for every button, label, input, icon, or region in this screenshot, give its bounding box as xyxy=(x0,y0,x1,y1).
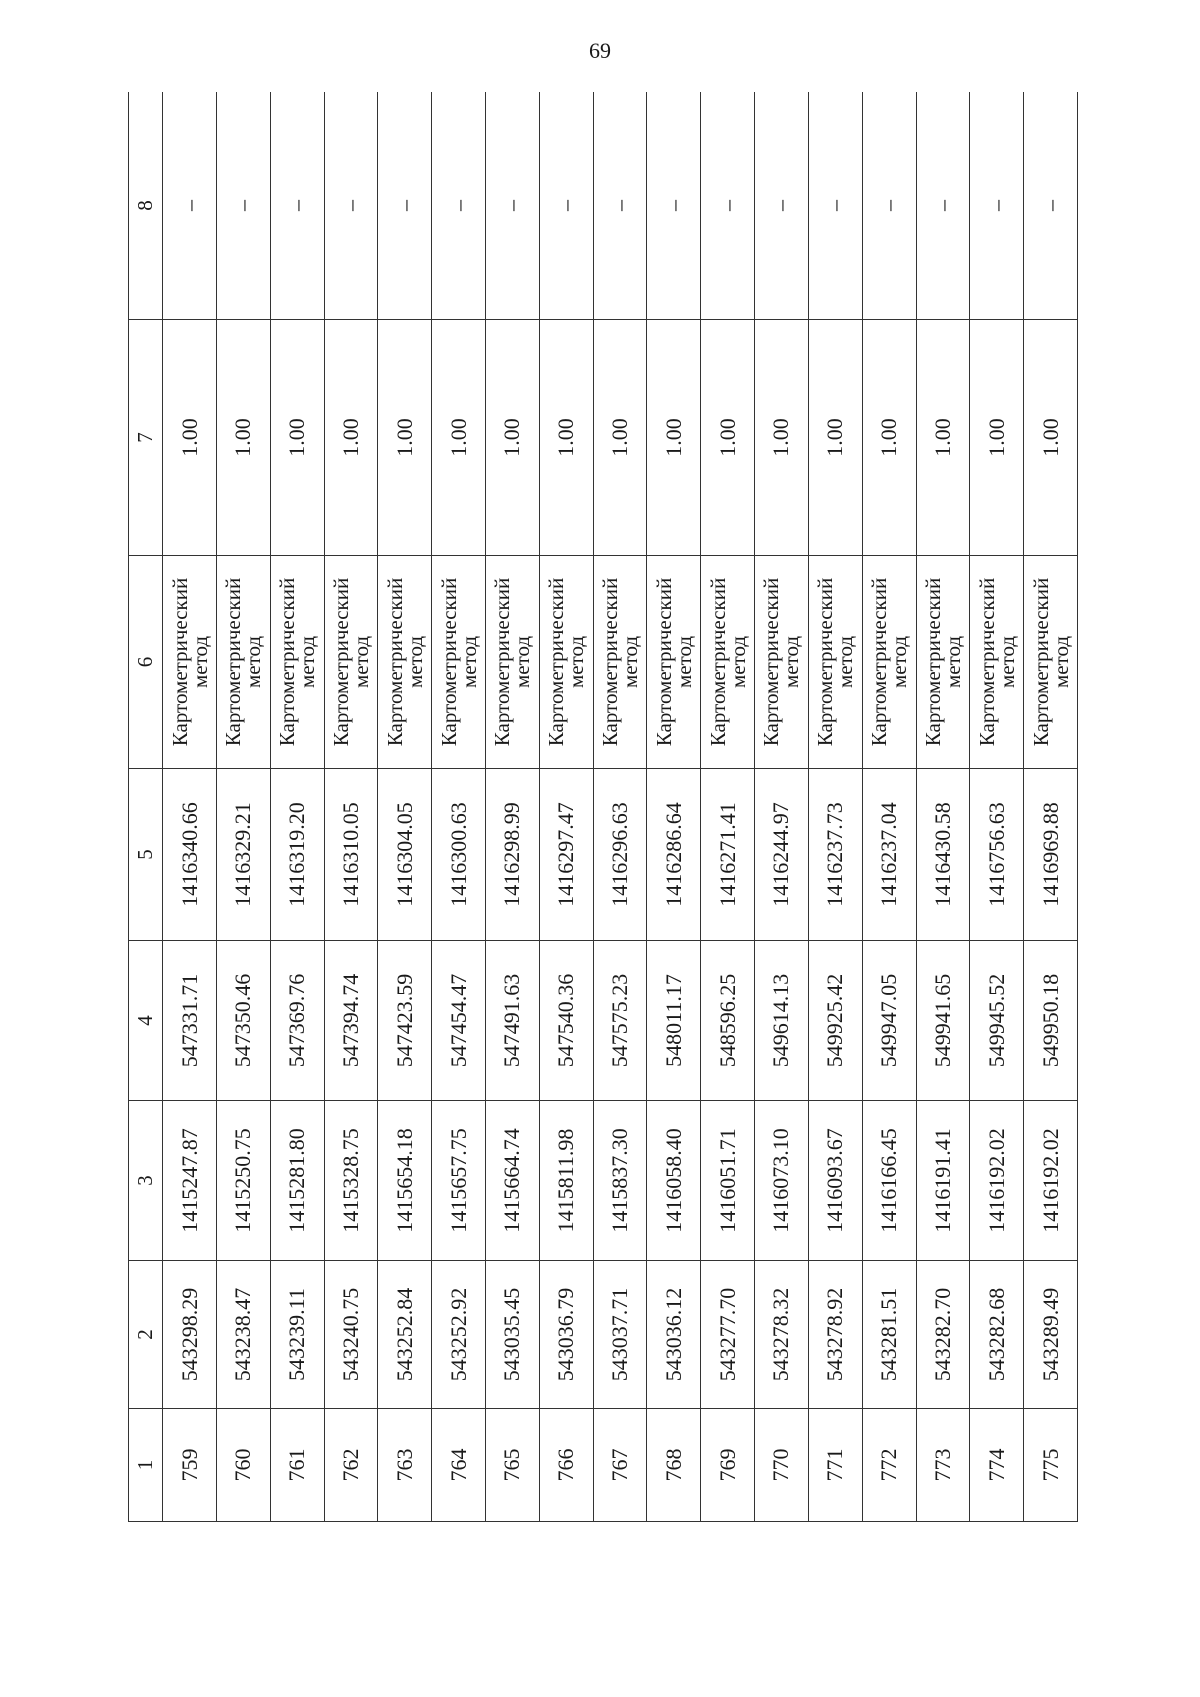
method-line: Картометрический xyxy=(813,577,838,747)
method-line: метод xyxy=(994,635,1019,689)
table-row xyxy=(1024,92,1078,1522)
table-cell: 543238.47 xyxy=(216,1261,270,1409)
method-line: Картометрический xyxy=(974,577,999,747)
table-cell: 765 xyxy=(486,1409,540,1522)
table-cell: – xyxy=(1024,92,1078,320)
table-row xyxy=(862,92,916,1522)
method-line: метод xyxy=(510,635,535,689)
method-line: метод xyxy=(940,635,965,689)
table-cell: 547575.23 xyxy=(593,941,647,1101)
table-cell: 543278.32 xyxy=(755,1261,809,1409)
method-cell xyxy=(539,556,593,769)
table-cell: 543289.49 xyxy=(1024,1261,1078,1409)
table-cell: 543277.70 xyxy=(701,1261,755,1409)
table-cell: 1415250.75 xyxy=(216,1101,270,1261)
table-cell: 548596.25 xyxy=(701,941,755,1101)
table-cell: 549925.42 xyxy=(808,941,862,1101)
table-cell: 764 xyxy=(432,1409,486,1522)
table-cell: 1415657.75 xyxy=(432,1101,486,1261)
table-cell: 547369.76 xyxy=(270,941,324,1101)
method-line: Картометрический xyxy=(544,577,569,747)
table-cell: 1415281.80 xyxy=(270,1101,324,1261)
table-cell: 548011.17 xyxy=(647,941,701,1101)
table-row xyxy=(916,92,970,1522)
table-cell: – xyxy=(701,92,755,320)
table-cell: 1416166.45 xyxy=(862,1101,916,1261)
table-cell: 543239.11 xyxy=(270,1261,324,1409)
method-line: метод xyxy=(402,635,427,689)
table-row xyxy=(486,92,540,1522)
table-cell: 547540.36 xyxy=(539,941,593,1101)
table-cell: 771 xyxy=(808,1409,862,1522)
table-cell: 1415811.98 xyxy=(539,1101,593,1261)
table-cell: 1416073.10 xyxy=(755,1101,809,1261)
method-line: метод xyxy=(618,635,643,689)
table-cell: 773 xyxy=(916,1409,970,1522)
table-cell: 543298.29 xyxy=(163,1261,217,1409)
method-line: Картометрический xyxy=(436,577,461,747)
table-cell: 1415664.74 xyxy=(486,1101,540,1261)
table-cell: 543281.51 xyxy=(862,1261,916,1409)
table-row xyxy=(808,92,862,1522)
table-row xyxy=(593,92,647,1522)
table-cell: 1416237.04 xyxy=(862,769,916,941)
table-cell: 1415654.18 xyxy=(378,1101,432,1261)
method-cell xyxy=(1024,556,1078,769)
method-cell xyxy=(755,556,809,769)
table-cell: 1.00 xyxy=(862,320,916,556)
header-cell: 7 xyxy=(129,320,163,556)
table-cell: 772 xyxy=(862,1409,916,1522)
method-line: Картометрический xyxy=(598,577,623,747)
table-cell: 1.00 xyxy=(432,320,486,556)
table-cell: – xyxy=(755,92,809,320)
table-row xyxy=(539,92,593,1522)
method-line: Картометрический xyxy=(920,577,945,747)
table-cell: – xyxy=(432,92,486,320)
table-cell: 1.00 xyxy=(1024,320,1078,556)
table-cell: 1416340.66 xyxy=(163,769,217,941)
table-cell: 1416756.63 xyxy=(970,769,1024,941)
table-cell: 1416271.41 xyxy=(701,769,755,941)
table-cell: 547423.59 xyxy=(378,941,432,1101)
method-cell xyxy=(862,556,916,769)
table-cell: 774 xyxy=(970,1409,1024,1522)
method-cell xyxy=(270,556,324,769)
table-cell: 1416298.99 xyxy=(486,769,540,941)
table-cell: 1416969.88 xyxy=(1024,769,1078,941)
method-line: Картометрический xyxy=(328,577,353,747)
table-cell: – xyxy=(970,92,1024,320)
table-row xyxy=(270,92,324,1522)
method-cell xyxy=(324,556,378,769)
table-cell: 543035.45 xyxy=(486,1261,540,1409)
table-cell: 547350.46 xyxy=(216,941,270,1101)
table-cell: 1415328.75 xyxy=(324,1101,378,1261)
header-cell: 6 xyxy=(129,556,163,769)
table-row xyxy=(701,92,755,1522)
method-cell xyxy=(593,556,647,769)
table-cell: 1415247.87 xyxy=(163,1101,217,1261)
table-cell: – xyxy=(163,92,217,320)
table-cell: 1.00 xyxy=(755,320,809,556)
method-line: метод xyxy=(348,635,373,689)
method-line: Картометрический xyxy=(275,577,300,747)
table-cell: 1.00 xyxy=(324,320,378,556)
method-cell xyxy=(808,556,862,769)
table-cell: 1.00 xyxy=(539,320,593,556)
header-cell: 8 xyxy=(129,92,163,320)
table-cell: 759 xyxy=(163,1409,217,1522)
table-cell: 547331.71 xyxy=(163,941,217,1101)
table-cell: 1.00 xyxy=(270,320,324,556)
method-cell xyxy=(163,556,217,769)
method-line: Картометрический xyxy=(1028,577,1053,747)
method-line: метод xyxy=(725,635,750,689)
table-cell: – xyxy=(270,92,324,320)
method-cell xyxy=(647,556,701,769)
table-cell: 766 xyxy=(539,1409,593,1522)
header-cell: 2 xyxy=(129,1261,163,1409)
table-cell: 543282.68 xyxy=(970,1261,1024,1409)
table-cell: 547491.63 xyxy=(486,941,540,1101)
table-cell: 549614.13 xyxy=(755,941,809,1101)
table-cell: 760 xyxy=(216,1409,270,1522)
method-cell xyxy=(378,556,432,769)
table-cell: 549945.52 xyxy=(970,941,1024,1101)
table-cell: 1416329.21 xyxy=(216,769,270,941)
table-cell: 549941.65 xyxy=(916,941,970,1101)
table-row xyxy=(755,92,809,1522)
method-line: метод xyxy=(887,635,912,689)
rotated-table-container xyxy=(128,92,1078,1522)
table-cell: 1416286.64 xyxy=(647,769,701,941)
header-cell: 1 xyxy=(129,1409,163,1522)
method-cell xyxy=(701,556,755,769)
table-cell: 1416304.05 xyxy=(378,769,432,941)
method-line: Картометрический xyxy=(490,577,515,747)
method-cell xyxy=(970,556,1024,769)
table-cell: 1.00 xyxy=(808,320,862,556)
method-cell xyxy=(486,556,540,769)
table-cell: – xyxy=(808,92,862,320)
table-row xyxy=(216,92,270,1522)
table-row xyxy=(432,92,486,1522)
table-cell: 549947.05 xyxy=(862,941,916,1101)
table-cell: 1.00 xyxy=(916,320,970,556)
table-row xyxy=(378,92,432,1522)
header-cell: 3 xyxy=(129,1101,163,1261)
table-cell: 547454.47 xyxy=(432,941,486,1101)
table-cell: 1416058.40 xyxy=(647,1101,701,1261)
method-line: метод xyxy=(564,635,589,689)
table-cell: 1416430.58 xyxy=(916,769,970,941)
table-row xyxy=(647,92,701,1522)
table-cell: 1.00 xyxy=(970,320,1024,556)
table-cell: 543252.92 xyxy=(432,1261,486,1409)
table-cell: 775 xyxy=(1024,1409,1078,1522)
header-row xyxy=(129,92,163,1522)
table-cell: 1.00 xyxy=(486,320,540,556)
table-cell: 1.00 xyxy=(216,320,270,556)
method-line: метод xyxy=(1048,635,1073,689)
method-line: Картометрический xyxy=(221,577,246,747)
table-cell: – xyxy=(378,92,432,320)
table-cell: 1416300.63 xyxy=(432,769,486,941)
page-number: 69 xyxy=(589,38,611,63)
table-row xyxy=(163,92,217,1522)
method-line: метод xyxy=(833,635,858,689)
method-line: Картометрический xyxy=(382,577,407,747)
table-cell: 543282.70 xyxy=(916,1261,970,1409)
method-line: Картометрический xyxy=(867,577,892,747)
table-body xyxy=(129,92,1078,1522)
table-cell: 763 xyxy=(378,1409,432,1522)
table-cell: 762 xyxy=(324,1409,378,1522)
table-cell: 1416244.97 xyxy=(755,769,809,941)
method-line: Картометрический xyxy=(651,577,676,747)
table-cell: 1416051.71 xyxy=(701,1101,755,1261)
table-cell: 769 xyxy=(701,1409,755,1522)
table-cell: 543278.92 xyxy=(808,1261,862,1409)
table-cell: 547394.74 xyxy=(324,941,378,1101)
table-cell: 767 xyxy=(593,1409,647,1522)
table-cell: 1.00 xyxy=(163,320,217,556)
table-cell: – xyxy=(486,92,540,320)
table-cell: 543036.12 xyxy=(647,1261,701,1409)
method-cell xyxy=(216,556,270,769)
method-line: Картометрический xyxy=(759,577,784,747)
table-cell: – xyxy=(647,92,701,320)
table-cell: – xyxy=(324,92,378,320)
table-cell: 761 xyxy=(270,1409,324,1522)
method-cell xyxy=(432,556,486,769)
table-cell: – xyxy=(593,92,647,320)
table-row xyxy=(970,92,1024,1522)
table-cell: 1416296.63 xyxy=(593,769,647,941)
table-cell: – xyxy=(916,92,970,320)
table-cell: 1.00 xyxy=(593,320,647,556)
coordinates-table-frame xyxy=(128,92,1078,1522)
header-cell: 5 xyxy=(129,769,163,941)
method-line: метод xyxy=(241,635,266,689)
method-line: метод xyxy=(456,635,481,689)
table-cell: 543240.75 xyxy=(324,1261,378,1409)
table-cell: – xyxy=(216,92,270,320)
method-line: Картометрический xyxy=(167,577,192,747)
method-line: метод xyxy=(671,635,696,689)
table-row xyxy=(324,92,378,1522)
method-line: Картометрический xyxy=(705,577,730,747)
table-cell: 1416319.20 xyxy=(270,769,324,941)
table-cell: 1416237.73 xyxy=(808,769,862,941)
table-cell: 1.00 xyxy=(378,320,432,556)
table-cell: 770 xyxy=(755,1409,809,1522)
table-cell: 1416191.41 xyxy=(916,1101,970,1261)
table-cell: 1416093.67 xyxy=(808,1101,862,1261)
header-cell: 4 xyxy=(129,941,163,1101)
table-cell: 1.00 xyxy=(701,320,755,556)
table-cell: 1416192.02 xyxy=(970,1101,1024,1261)
method-line: метод xyxy=(187,635,212,689)
table-cell: 1416310.05 xyxy=(324,769,378,941)
method-cell xyxy=(916,556,970,769)
table-cell: 1416297.47 xyxy=(539,769,593,941)
method-line: метод xyxy=(779,635,804,689)
table-cell: 543252.84 xyxy=(378,1261,432,1409)
table-cell: – xyxy=(862,92,916,320)
coordinates-table xyxy=(128,92,1078,1522)
table-cell: 1.00 xyxy=(647,320,701,556)
table-cell: 543037.71 xyxy=(593,1261,647,1409)
table-cell: 549950.18 xyxy=(1024,941,1078,1101)
method-line: метод xyxy=(295,635,320,689)
table-cell: 1416192.02 xyxy=(1024,1101,1078,1261)
table-cell: 768 xyxy=(647,1409,701,1522)
table-cell: 543036.79 xyxy=(539,1261,593,1409)
table-cell: 1415837.30 xyxy=(593,1101,647,1261)
table-cell: – xyxy=(539,92,593,320)
